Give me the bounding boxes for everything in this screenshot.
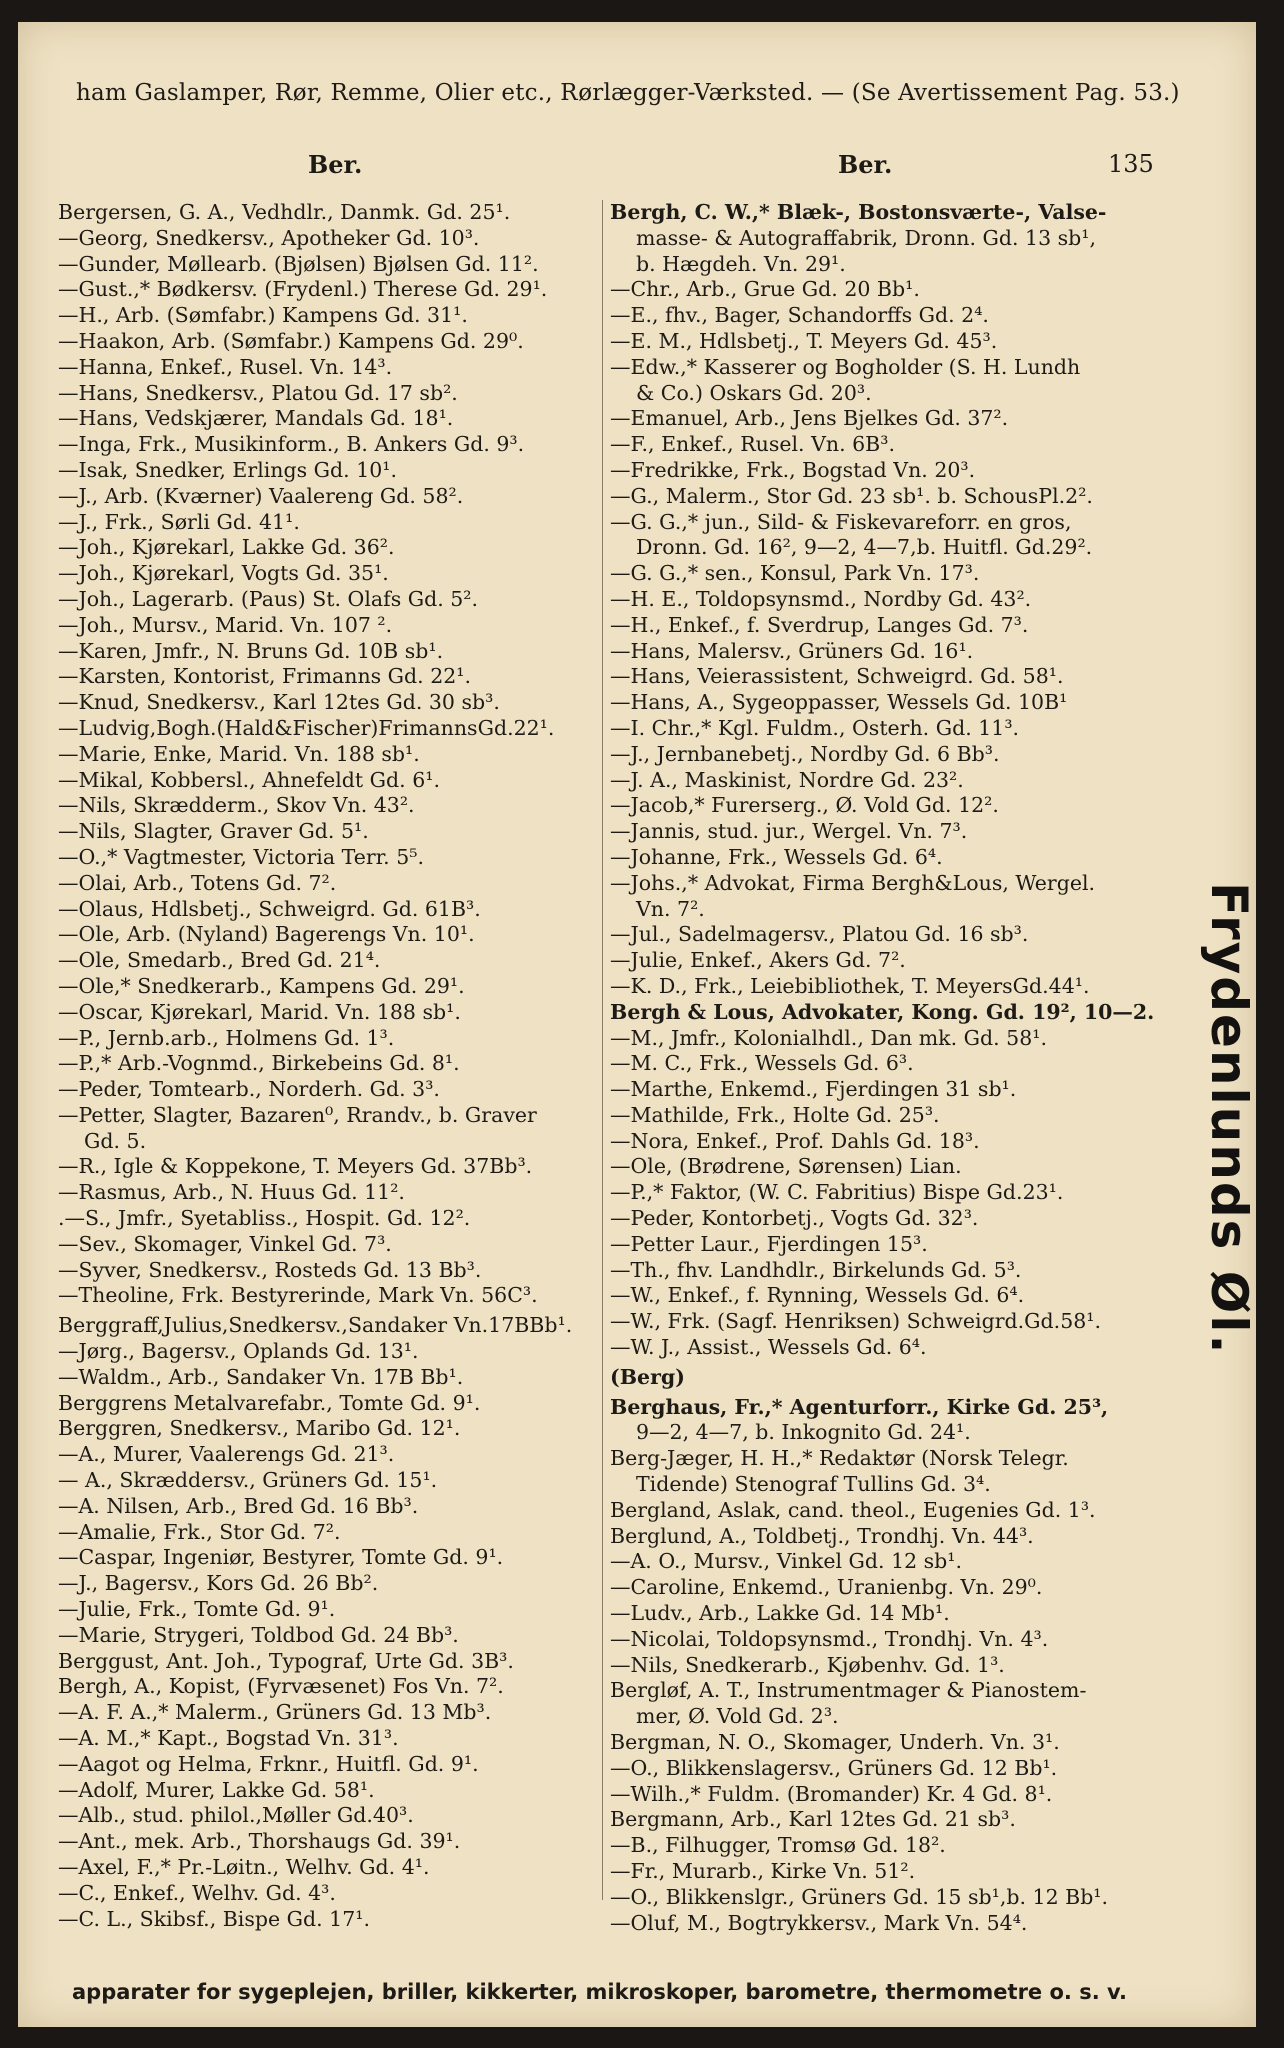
directory-entry: —Karsten, Kontorist, Frimanns Gd. 22¹. [58, 664, 472, 689]
directory-entry: —E. M., Hdlsbetj., T. Meyers Gd. 45³. [610, 328, 998, 353]
directory-entry: Berglund, A., Toldbetj., Trondhj. Vn. 44³. [610, 1523, 1034, 1548]
directory-entry: —J., Bagersv., Kors Gd. 26 Bb². [58, 1571, 379, 1596]
directory-entry: —Julie, Frk., Tomte Gd. 9¹. [58, 1597, 336, 1622]
directory-entry: —Nora, Enkef., Prof. Dahls Gd. 18³. [610, 1128, 980, 1153]
directory-entry: —Ole,* Snedkerarb., Kampens Gd. 29¹. [58, 973, 465, 998]
directory-entry: mer, Ø. Vold Gd. 2³. [636, 1704, 839, 1729]
directory-entry: —Gust.,* Bødkersv. (Frydenl.) Therese Gd. 29¹. [58, 277, 548, 302]
directory-entry: —Chr., Arb., Grue Gd. 20 Bb¹. [610, 277, 920, 302]
directory-entry: —Caroline, Enkemd., Uranienbg. Vn. 29⁰. [610, 1575, 1043, 1600]
directory-entry: —Ludv., Arb., Lakke Gd. 14 Mb¹. [610, 1601, 950, 1626]
directory-entry: —Petter Laur., Fjerdingen 15³. [610, 1231, 928, 1256]
directory-entry: Bergman, N. O., Skomager, Underh. Vn. 3¹. [610, 1730, 1060, 1755]
directory-entry: Berg-Jæger, H. H.,* Redaktør (Norsk Telegr. [610, 1446, 1069, 1471]
directory-entry: —Axel, F.,* Pr.-Løitn., Welhv. Gd. 4¹. [58, 1855, 430, 1879]
directory-entry: —A. O., Mursv., Vinkel Gd. 12 sb¹. [610, 1549, 963, 1574]
directory-entry: — A., Skræddersv., Grüners Gd. 15¹. [58, 1468, 438, 1493]
directory-entry: masse- & Autograffabrik, Dronn. Gd. 13 sb¹, [636, 225, 1097, 250]
directory-entry: —Julie, Enkef., Akers Gd. 7². [610, 948, 906, 973]
directory-entry: —Adolf, Murer, Lakke Gd. 58¹. [58, 1777, 375, 1802]
directory-entry: —J., Frk., Sørli Gd. 41¹. [58, 509, 300, 534]
directory-entry: —Rasmus, Arb., N. Huus Gd. 11². [58, 1180, 405, 1205]
directory-entry: —Fredrikke, Frk., Bogstad Vn. 20³. [610, 457, 976, 482]
directory-entry: & Co.) Oskars Gd. 20³. [636, 380, 872, 405]
directory-entry: —W. J., Assist., Wessels Gd. 6⁴. [610, 1335, 927, 1360]
directory-entry: —Joh., Mursv., Marid. Vn. 107 ². [58, 612, 393, 637]
directory-entry: —Theoline, Frk. Bestyrerinde, Mark Vn. 56C³. [58, 1283, 538, 1308]
directory-entry: —Knud, Snedkersv., Karl 12tes Gd. 30 sb³. [58, 690, 500, 715]
directory-entry: Bergløf, A. T., Instrumentmager & Pianostem- [610, 1678, 1087, 1703]
directory-entry: —O., Blikkenslagersv., Grüners Gd. 12 Bb¹. [610, 1755, 1058, 1780]
directory-entry: —O.,* Vagtmester, Victoria Terr. 5⁵. [58, 844, 424, 869]
directory-entry: .—S., Jmfr., Syetabliss., Hospit. Gd. 12². [58, 1206, 471, 1231]
directory-entry: —Hanna, Enkef., Rusel. Vn. 14³. [58, 354, 393, 379]
directory-entry: —W., Frk. (Sagf. Henriksen) Schweigrd.Gd.58¹. [610, 1309, 1102, 1334]
directory-entry: —Nicolai, Toldopsynsmd., Trondhj. Vn. 4³. [610, 1626, 1049, 1651]
directory-entry: —Ludvig,Bogh.(Hald&Fischer)FrimannsGd.22¹. [58, 715, 555, 740]
directory-entry: —J., Arb. (Kværner) Vaalereng Gd. 58². [58, 483, 464, 508]
directory-entry: Berggrens Metalvarefabr., Tomte Gd. 9¹. [58, 1390, 481, 1415]
directory-entry: Bergh, C. W.,* Blæk-, Bostonsværte-, Valse- [610, 200, 1107, 224]
directory-entry: Tidende) Stenograf Tullins Gd. 3⁴. [636, 1472, 991, 1497]
directory-entry: —Karen, Jmfr., N. Bruns Gd. 10B sb¹. [58, 638, 444, 663]
directory-entry: —Oluf, M., Bogtrykkersv., Mark Vn. 54⁴. [610, 1910, 1028, 1935]
directory-entry: Berggust, Ant. Joh., Typograf, Urte Gd. 3B³. [58, 1648, 514, 1673]
directory-entry: —C., Enkef., Welhv. Gd. 4³. [58, 1880, 336, 1905]
directory-entry: —Hans, Veierassistent, Schweigrd. Gd. 58¹. [610, 664, 1064, 689]
directory-entry: —Ole, Smedarb., Bred Gd. 21⁴. [58, 948, 381, 973]
directory-entry: —P.,* Faktor, (W. C. Fabritius) Bispe Gd.23¹. [610, 1180, 1064, 1205]
directory-entry: —Petter, Slagter, Bazaren⁰, Rrandv., b. Graver [58, 1102, 537, 1127]
directory-entry: —B., Filhugger, Tromsø Gd. 18². [610, 1833, 946, 1858]
directory-entry: b. Hægdeh. Vn. 29¹. [636, 251, 846, 276]
directory-entry: —G. G.,* jun., Sild- & Fiskevareforr. en gros, [610, 509, 1072, 534]
directory-entry: —M., Jmfr., Kolonialhdl., Dan mk. Gd. 58¹. [610, 1025, 1047, 1050]
directory-entry: —Jørg., Bagersv., Oplands Gd. 13¹. [58, 1339, 419, 1364]
side-advert-frydenlunds: Frydenlunds Øl. [1200, 882, 1258, 1356]
directory-entry: —Olai, Arb., Totens Gd. 7². [58, 870, 337, 895]
directory-entry: Berghaus, Fr.,* Agenturforr., Kirke Gd. 25³, [610, 1394, 1109, 1419]
directory-entry: —Georg, Snedkersv., Apotheker Gd. 10³. [58, 225, 480, 250]
directory-entry: —A. Nilsen, Arb., Bred Gd. 16 Bb³. [58, 1493, 419, 1518]
directory-entry: —P., Jernb.arb., Holmens Gd. 1³. [58, 1025, 395, 1050]
directory-entry: —G., Malerm., Stor Gd. 23 sb¹. b. SchousPl.2². [610, 483, 1093, 508]
directory-entry: —Haakon, Arb. (Sømfabr.) Kampens Gd. 29⁰. [58, 328, 524, 353]
directory-entry: —Hans, Snedkersv., Platou Gd. 17 sb². [58, 380, 458, 405]
directory-entry: —Joh., Lagerarb. (Paus) St. Olafs Gd. 5². [58, 586, 479, 611]
directory-entry: —Ole, (Brødrene, Sørensen) Lian. [610, 1154, 962, 1179]
directory-entry: —Marie, Strygeri, Toldbod Gd. 24 Bb³. [58, 1622, 459, 1647]
directory-entry: Bergh & Lous, Advokater, Kong. Gd. 19², 10—2. [610, 999, 1155, 1024]
directory-entry: —Jacob,* Furerserg., Ø. Vold Gd. 12². [610, 793, 999, 818]
directory-entry: —I. Chr.,* Kgl. Fuldm., Osterh. Gd. 11³. [610, 715, 1020, 740]
directory-entry: —Olaus, Hdlsbetj., Schweigrd. Gd. 61B³. [58, 896, 481, 921]
directory-entry: —H. E., Toldopsynsmd., Nordby Gd. 43². [610, 586, 1032, 611]
directory-entry: —Wilh.,* Fuldm. (Bromander) Kr. 4 Gd. 8¹. [610, 1781, 1053, 1806]
directory-entry: —H., Arb. (Sømfabr.) Kampens Gd. 31¹. [58, 303, 468, 328]
directory-entry: —R., Igle & Koppekone, T. Meyers Gd. 37Bb³. [58, 1154, 533, 1179]
directory-entry: —J., Jernbanebetj., Nordby Gd. 6 Bb³. [610, 741, 1000, 766]
directory-entry: —Aagot og Helma, Frknr., Huitfl. Gd. 9¹. [58, 1751, 479, 1776]
directory-entry: —Marthe, Enkemd., Fjerdingen 31 sb¹. [610, 1077, 1017, 1102]
directory-entry: —Gunder, Møllearb. (Bjølsen) Bjølsen Gd. 11². [58, 251, 539, 276]
directory-page [18, 22, 1256, 2027]
directory-entry: Bergmann, Arb., Karl 12tes Gd. 21 sb³. [610, 1807, 1016, 1832]
directory-entry: —Nils, Snedkerarb., Kjøbenhv. Gd. 1³. [610, 1652, 1005, 1677]
directory-entry: —Jul., Sadelmagersv., Platou Gd. 16 sb³. [610, 922, 1029, 947]
directory-entry: Berggren, Snedkersv., Maribo Gd. 12¹. [58, 1416, 461, 1441]
directory-entry: Bergersen, G. A., Vedhdlr., Danmk. Gd. 25¹. [58, 200, 511, 224]
directory-entry: —Johs.,* Advokat, Firma Bergh&Lous, Wergel. [610, 870, 1096, 895]
directory-entry: —O., Blikkenslgr., Grüners Gd. 15 sb¹,b. 12 Bb¹. [610, 1884, 1109, 1909]
directory-entry: —Jannis, stud. jur., Wergel. Vn. 7³. [610, 819, 968, 844]
directory-entry: —Joh., Kjørekarl, Lakke Gd. 36². [58, 535, 395, 560]
directory-entry: —E., fhv., Bager, Schandorffs Gd. 2⁴. [610, 303, 989, 328]
directory-entry: —Amalie, Frk., Stor Gd. 7². [58, 1519, 341, 1544]
directory-entry: —Ole, Arb. (Nyland) Bagerengs Vn. 10¹. [58, 922, 475, 947]
directory-entry: —Syver, Snedkersv., Rosteds Gd. 13 Bb³. [58, 1257, 482, 1282]
directory-entry: —Peder, Tomtearb., Norderh. Gd. 3³. [58, 1077, 440, 1102]
directory-entry: 9—2, 4—7, b. Inkognito Gd. 24¹. [636, 1420, 971, 1445]
directory-entry: —W., Enkef., f. Rynning, Wessels Gd. 6⁴. [610, 1283, 1025, 1308]
directory-entry: —A. M.,* Kapt., Bogstad Vn. 31³. [58, 1726, 399, 1751]
right-column-heading: Ber. [838, 150, 893, 179]
footer-advert: apparater for sygeplejen, briller, kikkerter, mikroskoper, barometre, thermometre o. s. v. [72, 1980, 1127, 2004]
directory-entry: —P.,* Arb.-Vognmd., Birkebeins Gd. 8¹. [58, 1051, 460, 1076]
directory-entry: Bergland, Aslak, cand. theol., Eugenies Gd. 1³. [610, 1497, 1096, 1522]
directory-entry: Gd. 5. [84, 1128, 147, 1153]
directory-entry: —Inga, Frk., Musikinform., B. Ankers Gd. 9³. [58, 432, 525, 457]
directory-entry: (Berg) [610, 1364, 685, 1389]
directory-entry: —Hans, A., Sygeoppasser, Wessels Gd. 10B¹ [610, 690, 1068, 715]
directory-entry: —C. L., Skibsf., Bispe Gd. 17¹. [58, 1906, 370, 1931]
directory-entry: —Oscar, Kjørekarl, Marid. Vn. 188 sb¹. [58, 999, 461, 1024]
directory-entry: —H., Enkef., f. Sverdrup, Langes Gd. 7³. [610, 612, 1029, 637]
directory-entry: —A., Murer, Vaalerengs Gd. 21³. [58, 1442, 395, 1467]
directory-entry: —K. D., Frk., Leiebibliothek, T. MeyersGd.44¹. [610, 973, 1090, 998]
directory-entry: —Peder, Kontorbetj., Vogts Gd. 32³. [610, 1206, 979, 1231]
directory-entry: —Th., fhv. Landhdlr., Birkelunds Gd. 5³. [610, 1257, 1022, 1282]
directory-entry: —Mikal, Kobbersl., Ahnefeldt Gd. 6¹. [58, 767, 440, 792]
directory-entry: —Waldm., Arb., Sandaker Vn. 17B Bb¹. [58, 1364, 464, 1389]
directory-entry: —Fr., Murarb., Kirke Vn. 51². [610, 1859, 916, 1883]
directory-entry: —Joh., Kjørekarl, Vogts Gd. 35¹. [58, 561, 389, 586]
left-column [58, 200, 628, 1932]
left-column-heading: Ber. [308, 150, 363, 179]
directory-entry: —Hans, Vedskjærer, Mandals Gd. 18¹. [58, 406, 454, 431]
directory-entry: —Hans, Malersv., Grüners Gd. 16¹. [610, 638, 974, 663]
directory-entry: —Mathilde, Frk., Holte Gd. 25³. [610, 1102, 940, 1127]
directory-entry: Vn. 7². [636, 896, 705, 921]
directory-entry: —Ant., mek. Arb., Thorshaugs Gd. 39¹. [58, 1829, 461, 1854]
directory-entry: —Emanuel, Arb., Jens Bjelkes Gd. 37². [610, 406, 1009, 431]
directory-entry: —Edw.,* Kasserer og Bogholder (S. H. Lundh [610, 354, 1081, 379]
page-number: 135 [1108, 150, 1154, 178]
directory-entry: —F., Enkef., Rusel. Vn. 6B³. [610, 432, 895, 457]
directory-entry: —Sev., Skomager, Vinkel Gd. 7³. [58, 1231, 392, 1256]
right-column [610, 200, 1180, 1936]
directory-entry: —Nils, Slagter, Graver Gd. 5¹. [58, 819, 369, 844]
directory-entry: —Isak, Snedker, Erlings Gd. 10¹. [58, 457, 398, 482]
directory-entry: —Johanne, Frk., Wessels Gd. 6⁴. [610, 844, 943, 869]
directory-entry: Berggraff,Julius,Snedkersv.,Sandaker Vn.17BBb¹. [58, 1313, 573, 1338]
directory-entry: Bergh, A., Kopist, (Fyrvæsenet) Fos Vn. 7². [58, 1674, 504, 1699]
directory-entry: —Nils, Skrædderm., Skov Vn. 43². [58, 793, 415, 818]
directory-entry: —Caspar, Ingeniør, Bestyrer, Tomte Gd. 9¹. [58, 1545, 504, 1570]
directory-entry: —M. C., Frk., Wessels Gd. 6³. [610, 1051, 914, 1076]
running-header-advert: ham Gaslamper, Rør, Remme, Olier etc., Rørlægger-Værksted. — (Se Avertissement Pag. 53.) [76, 80, 1180, 106]
directory-entry: —Marie, Enke, Marid. Vn. 188 sb¹. [58, 741, 420, 766]
directory-entry: —J. A., Maskinist, Nordre Gd. 23². [610, 767, 964, 792]
directory-entry: —A. F. A.,* Malerm., Grüners Gd. 13 Mb³. [58, 1700, 492, 1725]
directory-entry: —G. G.,* sen., Konsul, Park Vn. 17³. [610, 561, 980, 586]
directory-entry: —Alb., stud. philol.,Møller Gd.40³. [58, 1803, 414, 1828]
column-divider [602, 200, 603, 1900]
directory-entry: Dronn. Gd. 16², 9—2, 4—7,b. Huitfl. Gd.29². [636, 535, 1093, 560]
